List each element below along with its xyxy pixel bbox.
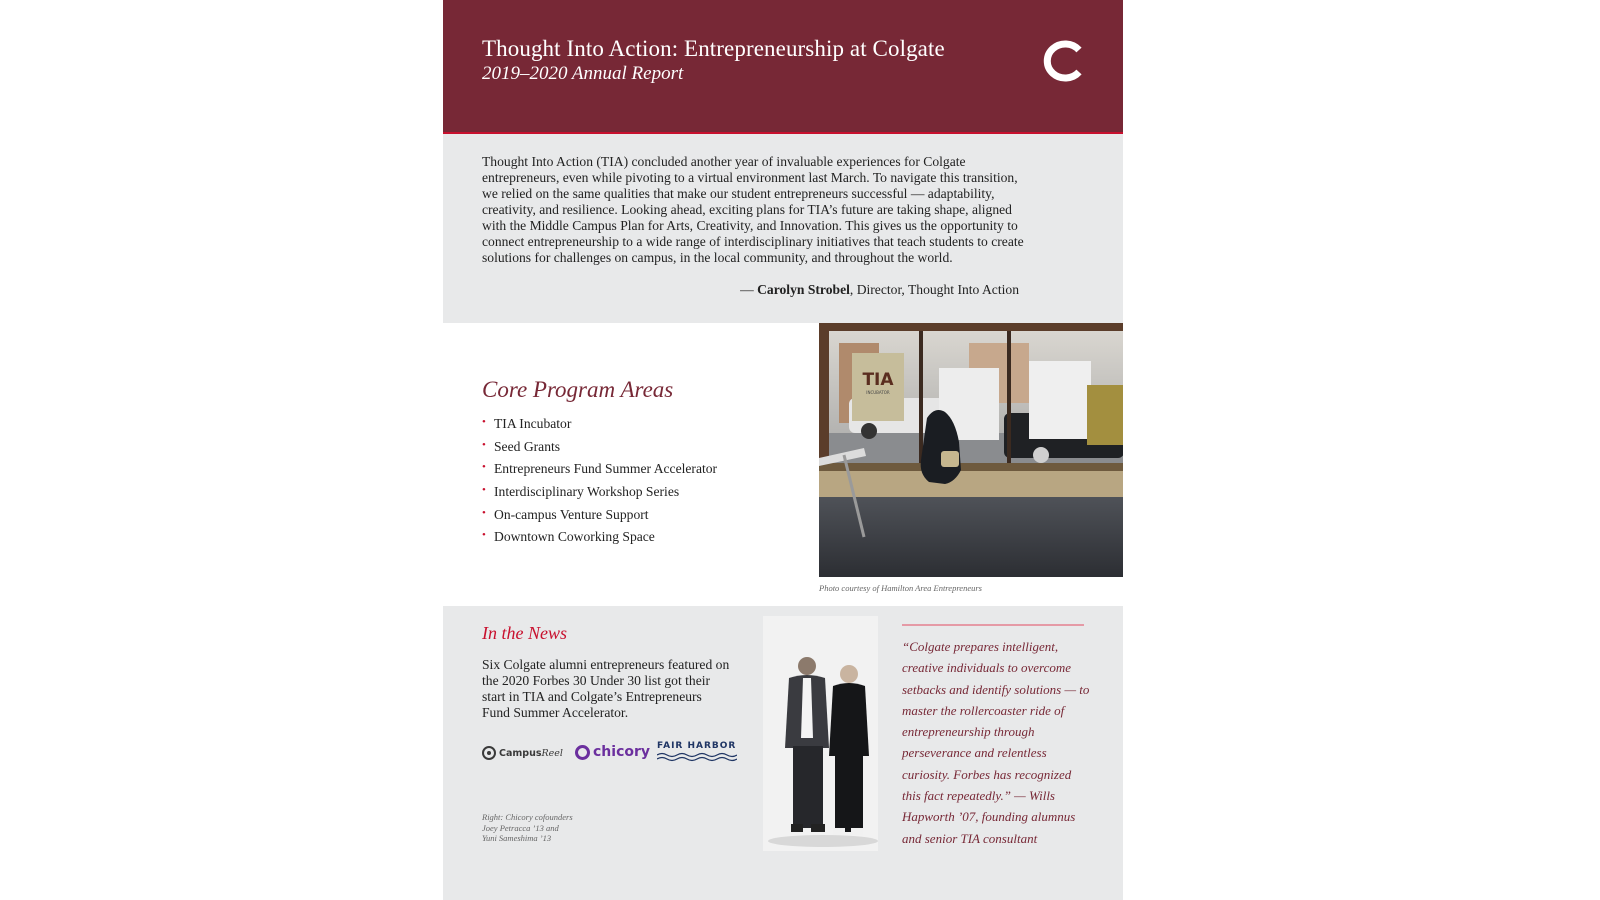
annual-report-page bbox=[443, 0, 1123, 900]
founders-caption: Right: Chicory cofounders Joey Petracca ’13 and Yuni Sameshima ’13 bbox=[482, 812, 573, 843]
bullet-icon: • bbox=[482, 529, 486, 542]
svg-text:INCUBATOR: INCUBATOR bbox=[866, 390, 890, 395]
colgate-c-logo-icon bbox=[1039, 40, 1085, 82]
director-message-text: Thought Into Action (TIA) concluded another year of invaluable experiences for Colgate entrepreneurs, even while pivoting to a virtual environment last March. To navigate this transition, we relied on the same qualities that make our student entrepreneurs successful — adaptability, creativity, and resilience. Looking ahead, exciting plans for TIA’s future are taking shape, aligned with the Middle Campus Plan for Arts, Creativity, and Innovation. This gives us the opportunity to connect entrepreneurship to a wide range of interdisciplinary initiatives that teach students to create solutions for challenges on campus, in the local community, and throughout the world. bbox=[482, 154, 1024, 265]
waves-icon bbox=[657, 752, 737, 762]
bullet-icon: • bbox=[482, 506, 486, 519]
list-item: • Downtown Coworking Space bbox=[482, 529, 655, 545]
svg-text:TIA: TIA bbox=[862, 370, 894, 390]
list-item: • TIA Incubator bbox=[482, 416, 572, 431]
report-subtitle: 2019–2020 Annual Report bbox=[482, 63, 684, 84]
core-program-list bbox=[482, 416, 717, 552]
bullet-icon: • bbox=[482, 484, 486, 497]
news-text: Six Colgate alumni entrepreneurs featured on the 2020 Forbes 30 Under 30 list got their start in TIA and Colgate’s Entrepreneurs Fund Summer Accelerator. bbox=[482, 657, 730, 720]
director-attribution: — Carolyn Strobel, Director, Thought Into Action bbox=[740, 282, 1019, 297]
bullet-icon: • bbox=[482, 416, 486, 428]
bullet-icon: • bbox=[482, 461, 486, 474]
campusreel-logo: CampusReel bbox=[482, 743, 563, 763]
director-name: Carolyn Strobel bbox=[757, 282, 850, 297]
director-message bbox=[443, 134, 1123, 323]
incubator-window-image bbox=[819, 323, 1123, 577]
report-header bbox=[443, 0, 1123, 134]
list-item: • Seed Grants bbox=[482, 438, 561, 454]
bullet-icon: • bbox=[482, 438, 486, 451]
quote-divider bbox=[902, 624, 1084, 626]
list-item: • On-campus Venture Support bbox=[482, 506, 649, 522]
campusreel-icon bbox=[482, 746, 496, 760]
chicory-icon bbox=[575, 745, 590, 760]
incubator-photo bbox=[819, 323, 1123, 577]
in-the-news-section bbox=[443, 606, 1123, 900]
core-program-title: Core Program Areas bbox=[482, 377, 674, 402]
photo-caption: Photo courtesy of Hamilton Area Entrepreneurs bbox=[819, 583, 982, 593]
alumnus-quote: “Colgate prepares intelligent, creative individuals to overcome setbacks and identify solutions — to master the rollercoaster ride of entrepreneurship through perseverance and relentless curiosity. Forbes has recognized this fact repeatedly.” — Wills Hapworth ’07, founding alumnus and senior TIA consultant bbox=[902, 639, 1090, 846]
news-title: In the News bbox=[482, 623, 567, 643]
report-title: Thought Into Action: Entrepreneurship at Colgate bbox=[482, 36, 945, 61]
director-role: , Director, Thought Into Action bbox=[849, 282, 1019, 297]
company-logos bbox=[482, 741, 742, 763]
list-item: • Entrepreneurs Fund Summer Accelerator bbox=[482, 461, 718, 477]
founders-image bbox=[763, 616, 878, 851]
fairharbor-logo: FAIR HARBOR bbox=[657, 741, 737, 763]
chicory-logo: chicory bbox=[575, 741, 650, 763]
founders-photo bbox=[763, 616, 878, 851]
list-item: • Interdisciplinary Workshop Series bbox=[482, 484, 680, 500]
